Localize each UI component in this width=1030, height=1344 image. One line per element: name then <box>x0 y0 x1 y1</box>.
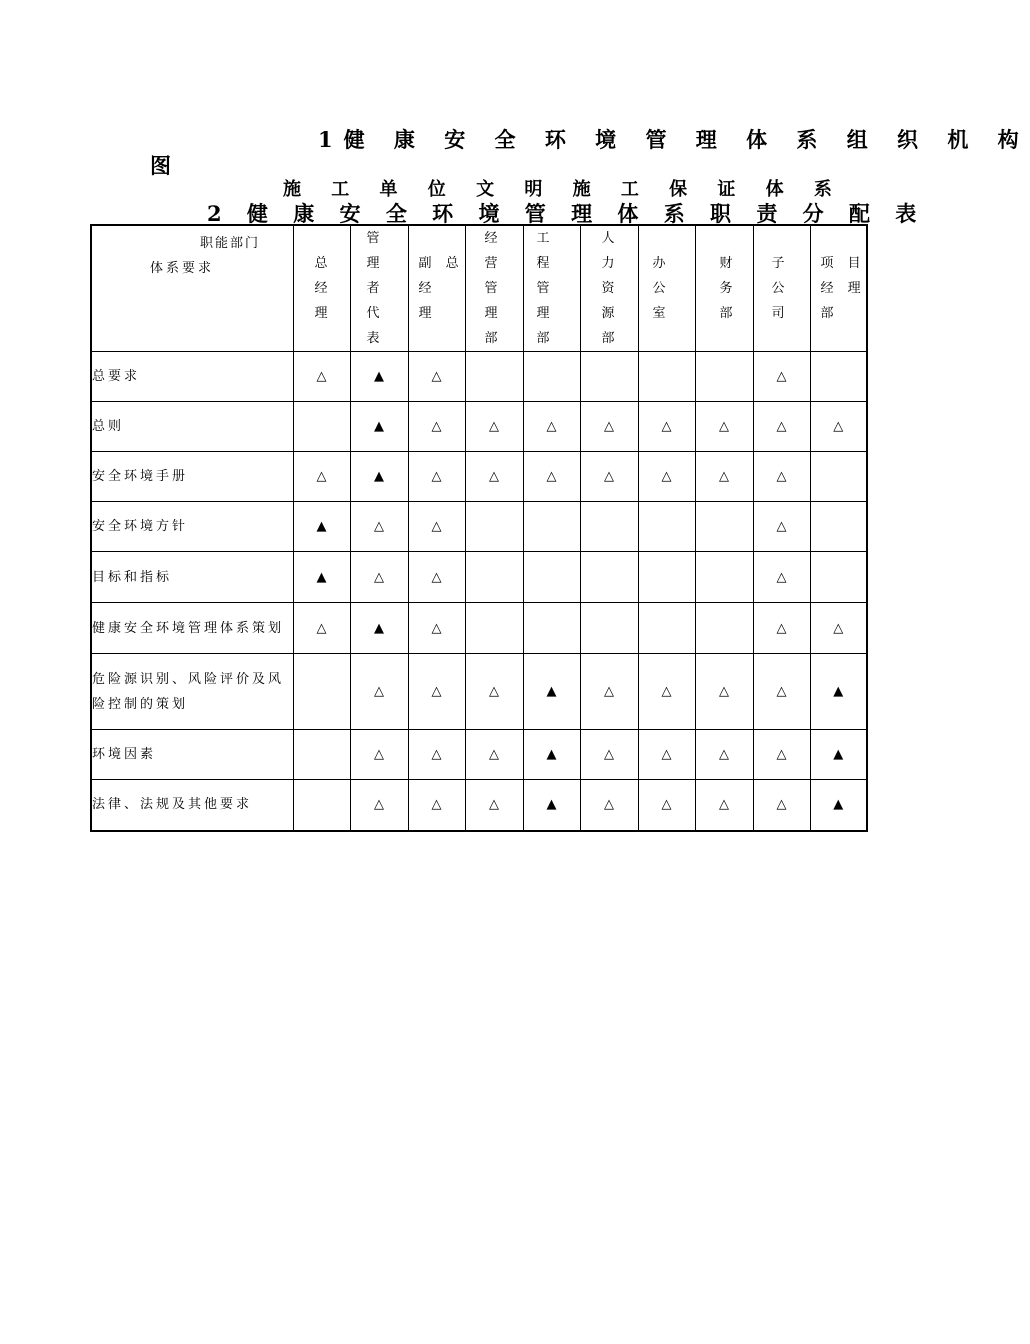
related-responsibility-mark: △ <box>293 603 350 654</box>
corner-header-cell <box>91 225 293 352</box>
table-row <box>91 352 867 402</box>
row-requirement-label: 总要求 <box>91 352 293 402</box>
row-requirement-label: 目标和指标 <box>91 552 293 603</box>
related-responsibility-mark: △ <box>695 780 753 831</box>
related-responsibility-mark: △ <box>753 402 810 452</box>
primary-responsibility-mark: ▲ <box>350 402 408 452</box>
column-header-line: 部 <box>601 331 620 346</box>
column-header-line: 代 <box>366 306 385 321</box>
column-header-line: 理 <box>484 306 503 321</box>
column-header-4 <box>523 225 580 352</box>
empty-cell <box>810 352 867 402</box>
related-responsibility-mark: △ <box>350 654 408 730</box>
related-responsibility-mark: △ <box>638 452 695 502</box>
related-responsibility-mark: △ <box>753 654 810 730</box>
column-header-9 <box>810 225 867 352</box>
empty-cell <box>580 552 638 603</box>
table-row <box>91 730 867 780</box>
related-responsibility-mark: △ <box>695 402 753 452</box>
related-responsibility-mark: △ <box>350 780 408 831</box>
row-requirement-label: 危险源识别、风险评价及风险控制的策划 <box>91 654 293 730</box>
column-header-7 <box>695 225 753 352</box>
column-header-line: 管 <box>484 281 503 296</box>
column-header-line: 经 <box>418 281 437 296</box>
empty-cell <box>638 552 695 603</box>
related-responsibility-mark: △ <box>638 780 695 831</box>
related-responsibility-mark: △ <box>465 654 523 730</box>
table-row <box>91 603 867 654</box>
column-header-line: 总 <box>314 256 333 271</box>
column-header-line: 资 <box>601 281 620 296</box>
empty-cell <box>293 780 350 831</box>
corner-requirement-label: 体系要求 <box>150 261 215 276</box>
related-responsibility-mark: △ <box>638 402 695 452</box>
primary-responsibility-mark: ▲ <box>810 780 867 831</box>
empty-cell <box>523 552 580 603</box>
related-responsibility-mark: △ <box>408 402 465 452</box>
column-header-line: 管 理 <box>536 281 555 321</box>
responsibility-matrix <box>90 224 868 832</box>
related-responsibility-mark: △ <box>523 402 580 452</box>
related-responsibility-mark: △ <box>580 452 638 502</box>
primary-responsibility-mark: ▲ <box>350 452 408 502</box>
related-responsibility-mark: △ <box>408 352 465 402</box>
empty-cell <box>580 502 638 552</box>
related-responsibility-mark: △ <box>810 402 867 452</box>
column-header-line: 源 <box>601 306 620 321</box>
related-responsibility-mark: △ <box>408 730 465 780</box>
column-header-line: 力 <box>601 256 620 271</box>
empty-cell <box>465 603 523 654</box>
row-requirement-label: 安全环境手册 <box>91 452 293 502</box>
primary-responsibility-mark: ▲ <box>350 352 408 402</box>
related-responsibility-mark: △ <box>638 654 695 730</box>
empty-cell <box>695 603 753 654</box>
row-requirement-label: 健康安全环境管理体系策划 <box>91 603 293 654</box>
column-header-line: 室 <box>652 306 671 321</box>
table-row <box>91 552 867 603</box>
empty-cell <box>580 603 638 654</box>
column-header-line: 经 <box>484 231 503 246</box>
related-responsibility-mark: △ <box>293 352 350 402</box>
related-responsibility-mark: △ <box>465 452 523 502</box>
column-header-line: 经 理 <box>820 281 866 296</box>
column-header-line: 部 <box>719 306 738 321</box>
empty-cell <box>638 502 695 552</box>
column-header-line: 司 <box>771 306 790 321</box>
column-header-line: 财 <box>719 256 738 271</box>
empty-cell <box>695 502 753 552</box>
empty-cell <box>523 502 580 552</box>
primary-responsibility-mark: ▲ <box>293 552 350 603</box>
column-header-line: 务 <box>719 281 738 296</box>
row-requirement-label: 安全环境方针 <box>91 502 293 552</box>
related-responsibility-mark: △ <box>523 452 580 502</box>
column-header-2 <box>408 225 465 352</box>
column-header-8 <box>753 225 810 352</box>
empty-cell <box>293 402 350 452</box>
related-responsibility-mark: △ <box>753 452 810 502</box>
empty-cell <box>580 352 638 402</box>
related-responsibility-mark: △ <box>695 452 753 502</box>
related-responsibility-mark: △ <box>753 502 810 552</box>
column-header-6 <box>638 225 695 352</box>
empty-cell <box>810 552 867 603</box>
column-header-line: 部 <box>536 331 555 346</box>
corner-department-label: 职能部门 <box>200 236 261 251</box>
column-header-line: 管 <box>366 231 385 246</box>
related-responsibility-mark: △ <box>810 603 867 654</box>
primary-responsibility-mark: ▲ <box>810 730 867 780</box>
row-requirement-label: 法律、法规及其他要求 <box>91 780 293 831</box>
related-responsibility-mark: △ <box>408 552 465 603</box>
related-responsibility-mark: △ <box>408 452 465 502</box>
row-requirement-label: 环境因素 <box>91 730 293 780</box>
civilized-construction-title: 施 工 单 位 文 明 施 工 保 证 体 系 <box>283 179 844 200</box>
related-responsibility-mark: △ <box>465 730 523 780</box>
related-responsibility-mark: △ <box>408 603 465 654</box>
primary-responsibility-mark: ▲ <box>810 654 867 730</box>
empty-cell <box>523 603 580 654</box>
related-responsibility-mark: △ <box>638 730 695 780</box>
empty-cell <box>810 452 867 502</box>
table-row <box>91 402 867 452</box>
related-responsibility-mark: △ <box>580 730 638 780</box>
empty-cell <box>293 730 350 780</box>
related-responsibility-mark: △ <box>580 654 638 730</box>
row-requirement-label: 总则 <box>91 402 293 452</box>
column-header-line: 工 程 <box>536 231 555 271</box>
column-header-line: 理 <box>314 306 333 321</box>
column-header-line: 理 <box>366 256 385 271</box>
primary-responsibility-mark: ▲ <box>293 502 350 552</box>
column-header-1 <box>350 225 408 352</box>
primary-responsibility-mark: ▲ <box>523 730 580 780</box>
primary-responsibility-mark: ▲ <box>523 780 580 831</box>
table-row <box>91 502 867 552</box>
column-header-line: 项 目 <box>820 256 866 271</box>
org-chart-title: 1健 康 安 全 环 境 管 理 体 系 组 织 机 构 <box>318 127 1030 152</box>
empty-cell <box>465 502 523 552</box>
column-header-line: 公 <box>771 281 790 296</box>
empty-cell <box>695 552 753 603</box>
related-responsibility-mark: △ <box>753 780 810 831</box>
column-header-0 <box>293 225 350 352</box>
related-responsibility-mark: △ <box>408 654 465 730</box>
table-row <box>91 780 867 831</box>
primary-responsibility-mark: ▲ <box>350 603 408 654</box>
related-responsibility-mark: △ <box>580 402 638 452</box>
column-header-line: 人 <box>601 231 620 246</box>
empty-cell <box>638 603 695 654</box>
empty-cell <box>695 352 753 402</box>
related-responsibility-mark: △ <box>753 352 810 402</box>
empty-cell <box>465 352 523 402</box>
column-header-line: 表 <box>366 331 385 346</box>
related-responsibility-mark: △ <box>580 780 638 831</box>
empty-cell <box>810 502 867 552</box>
related-responsibility-mark: △ <box>695 654 753 730</box>
org-chart-title-continuation: 图 <box>150 153 171 178</box>
related-responsibility-mark: △ <box>350 502 408 552</box>
column-header-5 <box>580 225 638 352</box>
related-responsibility-mark: △ <box>350 552 408 603</box>
column-header-line: 经 <box>314 281 333 296</box>
related-responsibility-mark: △ <box>465 780 523 831</box>
empty-cell <box>523 352 580 402</box>
empty-cell <box>293 654 350 730</box>
column-header-line: 者 <box>366 281 385 296</box>
related-responsibility-mark: △ <box>465 402 523 452</box>
column-header-line: 部 <box>484 331 503 346</box>
column-header-line: 部 <box>820 306 839 321</box>
table-row <box>91 654 867 730</box>
related-responsibility-mark: △ <box>408 780 465 831</box>
column-header-line: 副 总 <box>418 256 464 271</box>
related-responsibility-mark: △ <box>408 502 465 552</box>
empty-cell <box>465 552 523 603</box>
primary-responsibility-mark: ▲ <box>523 654 580 730</box>
related-responsibility-mark: △ <box>350 730 408 780</box>
column-header-3 <box>465 225 523 352</box>
column-header-line: 办 公 <box>652 256 671 296</box>
header-row <box>91 225 867 352</box>
column-header-line: 理 <box>418 306 437 321</box>
column-header-line: 营 <box>484 256 503 271</box>
responsibility-table-title: 2 健 康 安 全 环 境 管 理 体 系 职 责 分 配 表 <box>207 201 926 226</box>
related-responsibility-mark: △ <box>695 730 753 780</box>
related-responsibility-mark: △ <box>753 603 810 654</box>
table-row <box>91 452 867 502</box>
related-responsibility-mark: △ <box>753 552 810 603</box>
related-responsibility-mark: △ <box>753 730 810 780</box>
empty-cell <box>638 352 695 402</box>
related-responsibility-mark: △ <box>293 452 350 502</box>
column-header-line: 子 <box>771 256 790 271</box>
